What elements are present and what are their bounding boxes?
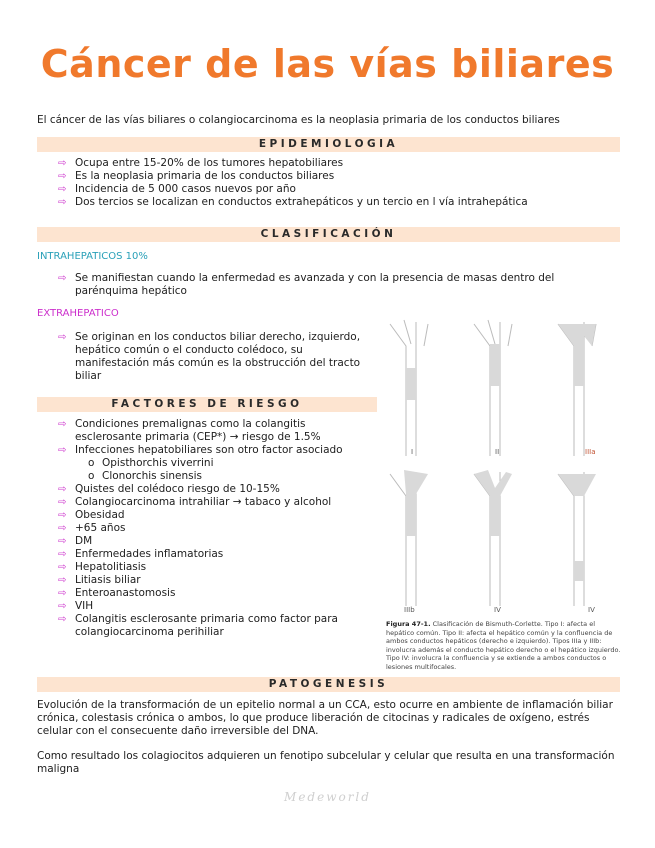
list-item-text: Infecciones hepatobiliares son otro factor asociado (75, 444, 343, 456)
circle-icon: o (88, 470, 95, 482)
sub-list-item-text: Opisthorchis viverrini (102, 457, 214, 469)
page-title: Cáncer de las vías biliares (40, 42, 615, 86)
list-item-text: Quistes del colédoco riesgo de 10-15% (75, 483, 280, 495)
intrahepaticos-label: INTRAHEPATICOS 10% (37, 251, 148, 262)
list-item (58, 496, 348, 509)
list-item-text: +65 años (75, 522, 126, 534)
figure-panel-IIIb (390, 470, 428, 606)
list-item (58, 561, 348, 574)
list-item-text: Colangiocarcinoma intrahiliar → tabaco y alcohol (75, 496, 332, 508)
arrow-right-icon: ⇨ (58, 484, 67, 495)
figure-panel-IV (474, 470, 512, 606)
section-epidemiologia: EPIDEMIOLOGIA (37, 137, 620, 152)
list-item (58, 196, 618, 209)
figure-caption-title: Figura 47-1. (386, 620, 431, 628)
figure-panel-IV-b (558, 472, 596, 606)
list-item-text: Incidencia de 5 000 casos nuevos por año (75, 183, 296, 195)
figure-label-2: II (495, 448, 500, 456)
factores-list-a (58, 418, 348, 457)
extrahepatico-list (58, 331, 373, 383)
list-item (58, 183, 618, 196)
list-item-text: Se originan en los conductos biliar derecho, izquierdo, hepático común o el conducto colédoco, su manifestación más común es la obstrucción del tracto biliar (75, 331, 361, 382)
list-item-text: Se manifiestan cuando la enfermedad es avanzada y con la presencia de masas dentro del parénquima hepático (75, 272, 555, 297)
sub-list-item-text: Clonorchis sinensis (102, 470, 203, 482)
epidemiologia-list (58, 157, 618, 209)
list-item (58, 272, 578, 298)
section-factores-riesgo: FACTORES DE RIESGO (37, 397, 377, 412)
arrow-right-icon: ⇨ (58, 171, 67, 182)
arrow-right-icon: ⇨ (58, 575, 67, 586)
arrow-right-icon: ⇨ (58, 445, 67, 456)
list-item-text: Dos tercios se localizan en conductos extrahepáticos y un tercio en l vía intrahepática (75, 196, 528, 208)
list-item-text: Obesidad (75, 509, 125, 521)
list-item (58, 483, 348, 496)
list-item (58, 535, 348, 548)
arrow-right-icon: ⇨ (58, 497, 67, 508)
sub-list-item (88, 470, 348, 483)
list-item-text: Colangitis esclerosante primaria como factor para colangiocarcinoma perihiliar (75, 613, 338, 638)
list-item-text: Enteroanastomosis (75, 587, 176, 599)
section-clasificacion: CLASIFICACIÓN (37, 227, 620, 242)
sub-list-item (88, 457, 348, 470)
list-item (58, 444, 348, 457)
figure-label-5: IV (494, 606, 501, 614)
arrow-right-icon: ⇨ (58, 523, 67, 534)
intrahepaticos-list (58, 272, 578, 298)
list-item (58, 574, 348, 587)
list-item (58, 613, 348, 639)
patogenesis-paragraph-2: Como resultado los colagiocitos adquieren un fenotipo subcelular y celular que resulta en una transformación maligna (37, 750, 615, 775)
figure-caption-text: Clasificación de Bismuth-Corlette. Tipo I: afecta el hepático común. Tipo II: afecta el hepático común y la confluencia de ambos conductos hepáticos (derecho e izquierdo). Tipos IIIa y IIIb: involucra además el conducto hepático derecho o el hepático izquierdo. Tipo IV: involucra la confluencia y se extiende a ambos conductos o lesiones multifocales. (386, 620, 621, 671)
list-item (58, 522, 348, 535)
patogenesis-paragraph-1: Evolución de la transformación de un epitelio normal a un CCA, esto ocurre en ambiente de inflamación biliar crónica, colestasis crónica o ambos, lo que produce liberación de citocinas y radicales de oxígeno, estrés celular con el consecuente daño irreversible del DNA. (37, 699, 613, 737)
arrow-right-icon: ⇨ (58, 601, 67, 612)
arrow-right-icon: ⇨ (58, 588, 67, 599)
section-patogenesis: PATOGENESIS (37, 677, 620, 692)
intro-text: El cáncer de las vías biliares o colangiocarcinoma es la neoplasia primaria de los conductos biliares (37, 114, 560, 126)
figure-label-4: IIIb (404, 606, 415, 614)
list-item (58, 170, 618, 183)
figure-label-1: I (411, 448, 414, 456)
list-item-text: Litiasis biliar (75, 574, 141, 586)
list-item-text: DM (75, 535, 93, 547)
list-item-text: Es la neoplasia primaria de los conductos biliares (75, 170, 335, 182)
watermark: Medeworld (284, 790, 371, 804)
arrow-right-icon: ⇨ (58, 419, 67, 430)
arrow-right-icon: ⇨ (58, 184, 67, 195)
list-item (58, 418, 348, 444)
list-item-text: Condiciones premalignas como la colangitis esclerosante primaria (CEP*) → riesgo de 1.5% (75, 418, 321, 443)
extrahepatico-label: EXTRAHEPATICO (37, 308, 119, 319)
list-item (58, 157, 618, 170)
figure-panel-I (390, 320, 428, 456)
factores-sublist (58, 457, 348, 483)
list-item (58, 548, 348, 561)
figure-label-6: IV (588, 606, 595, 614)
figure-panel-IIIa (558, 322, 596, 456)
factores-list-b (58, 483, 348, 639)
arrow-right-icon: ⇨ (58, 614, 67, 625)
list-item-text: Enfermedades inflamatorias (75, 548, 224, 560)
circle-icon: o (88, 457, 95, 469)
arrow-right-icon: ⇨ (58, 536, 67, 547)
list-item (58, 587, 348, 600)
list-item (58, 600, 348, 613)
arrow-right-icon: ⇨ (58, 273, 67, 284)
figure-caption (386, 620, 624, 672)
arrow-right-icon: ⇨ (58, 332, 67, 343)
bismuth-corlette-figure (384, 316, 624, 616)
arrow-right-icon: ⇨ (58, 562, 67, 573)
list-item-text: Ocupa entre 15-20% de los tumores hepatobiliares (75, 157, 344, 169)
factores-block (58, 418, 348, 639)
arrow-right-icon: ⇨ (58, 197, 67, 208)
arrow-right-icon: ⇨ (58, 158, 67, 169)
arrow-right-icon: ⇨ (58, 510, 67, 521)
list-item (58, 509, 348, 522)
arrow-right-icon: ⇨ (58, 549, 67, 560)
list-item-text: Hepatolitiasis (75, 561, 147, 573)
list-item-text: VIH (75, 600, 94, 612)
figure-label-3: IIIa (585, 448, 596, 456)
list-item (58, 331, 373, 383)
figure-panel-II (474, 320, 512, 456)
